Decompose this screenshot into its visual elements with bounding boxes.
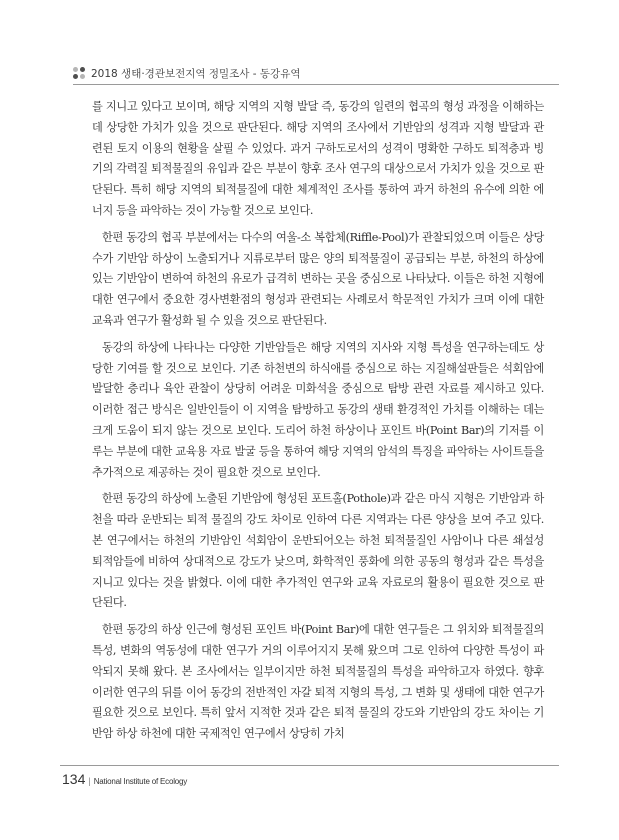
institute-name: National Institute of Ecology <box>93 777 188 786</box>
footer-separator: | <box>88 776 91 786</box>
paragraph: 를 지니고 있다고 보이며, 해당 지역의 지형 발달 즉, 동강의 일련의 협곡의 형성 과정을 이해하는데 상당한 가치가 있을 것으로 판단된다. 해당 지역의 조사에서 기반암의 성격과 지형 발달과 관련된 토지 이용의 현황을 살필 수 있었다. 과거 구하도로서의 성격이 명확한 구하도 퇴적층과 빙기의 각력질 퇴적물질의 유입과 같은 부분이 향후 조사 연구의 대상으로서 가치가 있을 것으로 판단된다. 특히 해당 지역의 퇴적물질에 대한 체계적인 조사를 통하여 과거 하천의 유수에 의한 에너지 등을 파악하는 것이 가능할 것으로 보인다. <box>92 100 544 217</box>
dot-icon <box>73 74 78 79</box>
footer-divider <box>60 765 559 766</box>
dot-icon <box>80 74 85 79</box>
paragraph: 동강의 하상에 나타나는 다양한 기반암들은 해당 지역의 지사와 지형 특성을 연구하는데도 상당한 기여를 할 것으로 보인다. 기존 하천변의 하식애를 중심으로 하는 지질해설판들은 석회암에 발달한 층리나 육안 관찰이 상당히 어려운 미화석을 중심으로 탐방 관련 자료를 제시하고 있다. 이러한 접근 방식은 일반인들이 이 지역을 탐방하고 동강의 생태 환경적인 가치를 이해하는 데는 크게 도움이 되지 않는 것으로 보인다. 도리어 하천 하상이나 포인트 바(Point Bar)의 기저를 이루는 부분에 대한 교육용 자료 발굴 등을 통하여 해당 지역의 암석의 특징을 파악하는 사이트들을 추가적으로 제공하는 것이 필요한 것으로 보인다. <box>92 340 544 479</box>
dot-icon <box>80 67 85 72</box>
header-title: 2018 생태·경관보전지역 정밀조사 - 동강유역 <box>91 67 301 80</box>
page-footer <box>62 771 187 787</box>
running-header <box>73 62 573 84</box>
body-text <box>92 97 544 751</box>
header-divider <box>73 84 559 85</box>
paragraph: 한편 동강의 협곡 부분에서는 다수의 여울-소 복합체(Riffle-Pool)가 관찰되었으며 이들은 상당수가 기반암 하상이 노출되거나 지류로부터 많은 양의 퇴적물질이 공급되는 부분, 하천의 하상에 있는 기반암이 변하여 하천의 유로가 급격히 변하는 곳을 중심으로 나타났다. 이들은 하천 지형에 대한 연구에서 중요한 경사변환점의 형성과 관련되는 사례로서 학문적인 가치가 크며 이에 대한 교육과 연구가 활성화 될 수 있을 것으로 판단된다. <box>92 230 544 327</box>
paragraph: 한편 동강의 하상 인근에 형성된 포인트 바(Point Bar)에 대한 연구들은 그 위치와 퇴적물질의 특성, 변화의 역동성에 대한 연구가 거의 이루어지지 못해 왔으며 그로 인하여 다양한 특성이 파악되지 못해 왔다. 본 조사에서는 일부이지만 하천 퇴적물질의 특성을 파악하고자 하였다. 향후 이러한 연구의 뒤를 이어 동강의 전반적인 자갈 퇴적 지형의 특성, 그 변화 및 생태에 대한 연구가 필요한 것으로 보인다. 특히 앞서 지적한 것과 같은 퇴적 물질의 강도와 기반암의 강도 차이는 기반암 하상 하천에 대한 국제적인 연구에서 상당히 가치 <box>92 623 544 741</box>
page-number: 134 <box>62 771 86 787</box>
paragraph: 한편 동강의 하상에 노출된 기반암에 형성된 포트홀(Pothole)과 같은 마식 지형은 기반암과 하천을 따라 운반되는 퇴적 물질의 강도 차이로 인하여 다른 지역과는 다른 양상을 보여 주고 있다. 본 연구에서는 하천의 기반암인 석회암이 운반되어오는 하천 퇴적물질인 사암이나 다른 쇄설성 퇴적암들에 비하여 상대적으로 강도가 낮으며, 화학적인 풍화에 의한 공동의 형성과 같은 특성을 지니고 있다는 것을 밝혔다. 이에 대한 추가적인 연구와 교육 자료로의 활용이 필요한 것으로 판단된다. <box>92 492 544 610</box>
header-dots-icon <box>73 67 85 79</box>
dot-icon <box>73 67 78 72</box>
